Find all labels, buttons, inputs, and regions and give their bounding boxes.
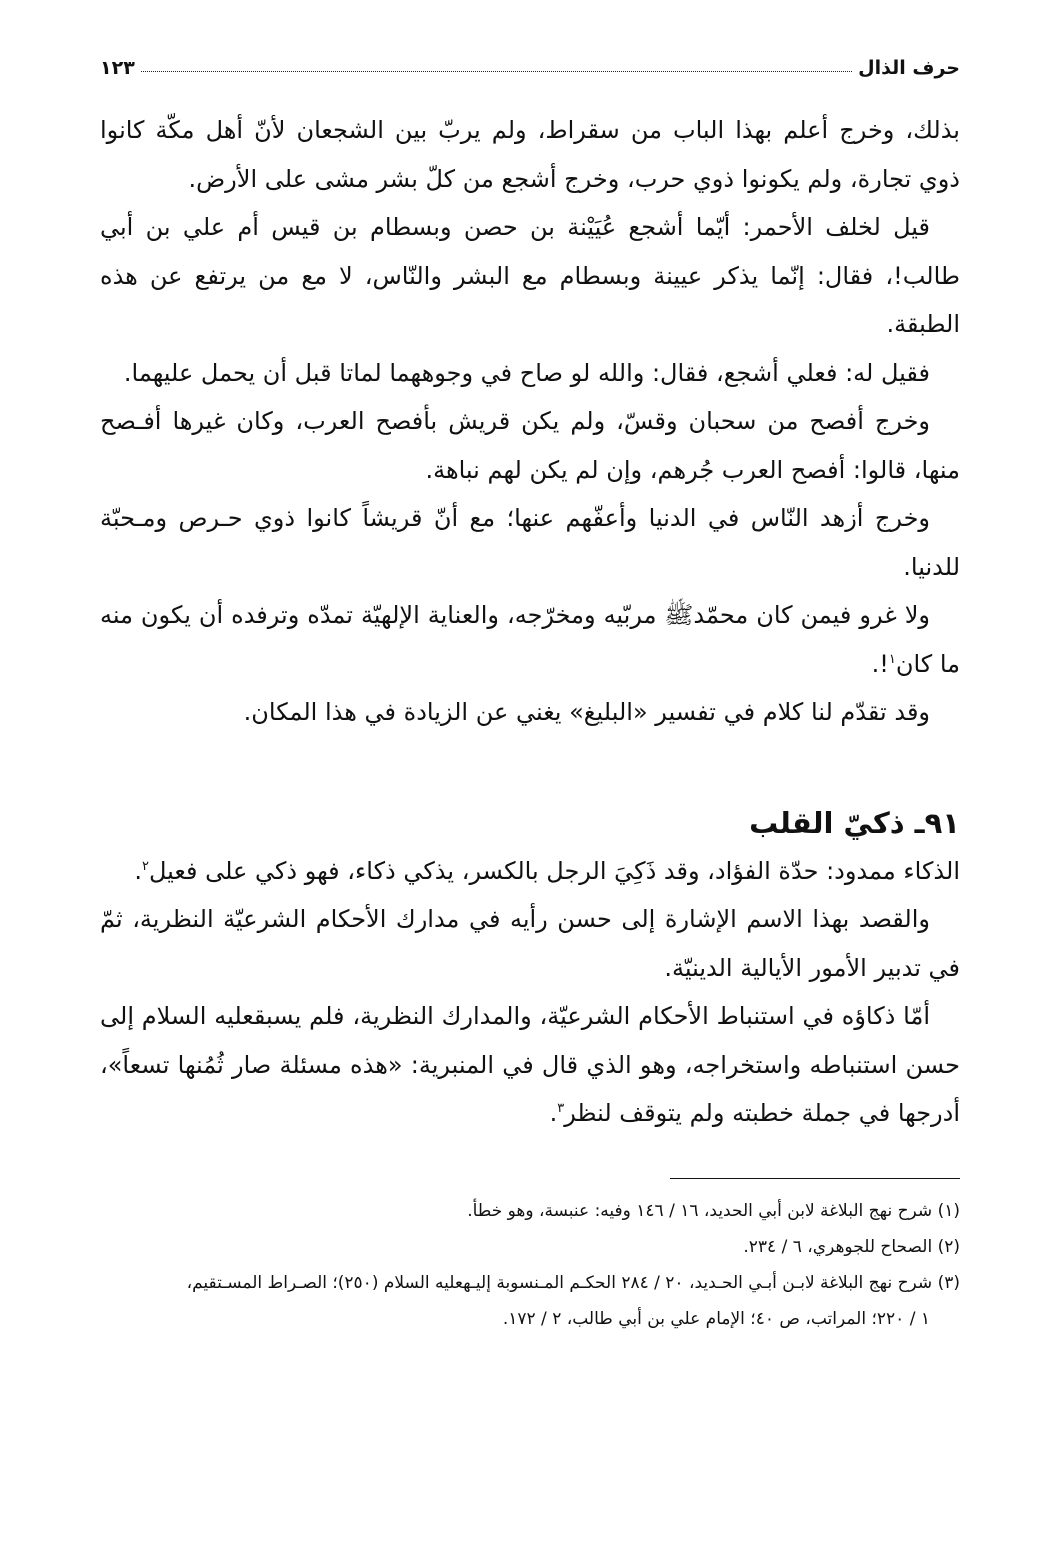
- paragraph-3: فقيل له: فعلي أشجع، فقال: والله لو صاح في وجوههما لماتا قبل أن يحمل عليهما.: [123, 358, 930, 387]
- section-paragraph-2: والقصد بهذا الاسم الإشارة إلى حسن رأيه في مدارك الأحكام الشرعيّة النظرية، ثمّ في تدبير الأمور الأيالية الدينيّة.: [100, 905, 960, 982]
- chapter-title: حرف الذال: [852, 57, 960, 79]
- section-text: [100, 847, 960, 1138]
- section-paragraph-1: الذكاء ممدود: حدّة الفؤاد، وقد ذَكِيَ الرجل بالكسر، يذكي ذكاء، فهو ذكي على فعيل$^٢$.: [134, 856, 960, 885]
- page-number: ١٢٣: [100, 57, 141, 79]
- footnotes: [100, 1193, 960, 1337]
- section-paragraph-1-text: الذكاء ممدود: حدّة الفؤاد، وقد ذَكِيَ الرجل بالكسر، يذكي ذكاء، فهو ذكي على فعيل: [148, 856, 960, 885]
- main-text: [100, 106, 960, 737]
- section-paragraph-3: أمّا ذكاؤه في استنباط الأحكام الشرعيّة، والمدارك النظرية، فلم يسبقعليه السلام إلى حسن استنباطه واستخراجه، وهو الذي قال في المنبرية: «هذه مسئلة صار ثُمُنها تسعاً»، أدرجها في جملة خطبته ولم يتوقف لنظر$^٣$.: [100, 1002, 960, 1127]
- footnote-ref-3: ٣: [557, 1101, 565, 1116]
- footnote-2: (٢) الصحاح للجوهري، ٦ / ٢٣٤.: [743, 1236, 960, 1257]
- paragraph-5: وخرج أزهد النّاس في الدنيا وأعفّهم عنها؛ مع أنّ قريشاً كانوا ذوي حـرص ومـحبّة للدنيا.: [100, 504, 960, 581]
- section-paragraph-3-text: أمّا ذكاؤه في استنباط الأحكام الشرعيّة، والمدارك النظرية، فلم يسبقعليه السلام إلى حسن استنباطه واستخراجه، وهو الذي قال في المنبرية: «هذه مسئلة صار ثُمُنها تسعاً»، أدرجها في جملة خطبته ولم يتوقف لنظر: [100, 1002, 960, 1127]
- paragraph-4: وخرج أفصح من سحبان وقسّ، ولم يكن قريش بأفصح العرب، وكان غيرها أفـصح منها، قالوا: أفصح العرب جُرهم، وإن لم يكن لهم نباهة.: [100, 407, 960, 484]
- book-page: [100, 38, 960, 1538]
- footnote-divider: [670, 1178, 960, 1179]
- section-heading: ٩١ـ ذكيّ القلب: [749, 805, 960, 840]
- paragraph-6-text: ولا غرو فيمن كان محمّدﷺ مربّيه ومخرّجه، والعناية الإلهيّة تمدّه وترفده أن يكون منه ما كان: [100, 601, 960, 678]
- footnote-ref-1: ١: [888, 651, 896, 667]
- footnote-1: (١) شرح نهج البلاغة لابن أبي الحديد، ١٦ / ١٤٦ وفيه: عنبسة، وهو خطأ.: [467, 1200, 960, 1221]
- paragraph-6-tail: !.: [871, 649, 889, 678]
- running-header: [100, 38, 960, 79]
- paragraph-6: [100, 591, 960, 688]
- paragraph-1: بذلك، وخرج أعلم بهذا الباب من سقراط، ولم يربّ بين الشجعان لأنّ أهل مكّة كانوا ذوي تجارة، ولم يكونوا ذوي حرب، وخرج أشجع من كلّ بشر مشى على الأرض.: [100, 116, 960, 193]
- paragraph-2: قيل لخلف الأحمر: أيّما أشجع عُيَيْنة بن حصن وبسطام بن قيس أم علي بن أبي طالب!، فقال: إنّما يذكر عيينة وبسطام مع البشر والنّاس، لا مع من يرتفع عن هذه الطبقة.: [100, 213, 960, 338]
- footnote-ref-2: ٢: [141, 858, 149, 874]
- paragraph-7: وقد تقدّم لنا كلام في تفسير «البليغ» يغني عن الزيادة في هذا المكان.: [243, 698, 930, 726]
- footnote-3: (٣) شرح نهج البلاغة لابـن أبـي الحـديد، ٢٠ / ٢٨٤ الحكـم المـنسوبة إليـهعليه السلام (٢٥٠)؛ الصـراط المسـتقيم،: [186, 1272, 960, 1293]
- footnote-3-continued: ١ / ٢٢٠؛ المراتب، ص ٤٠؛ الإمام علي بن أبي طالب، ٢ / ١٧٢.: [502, 1308, 930, 1329]
